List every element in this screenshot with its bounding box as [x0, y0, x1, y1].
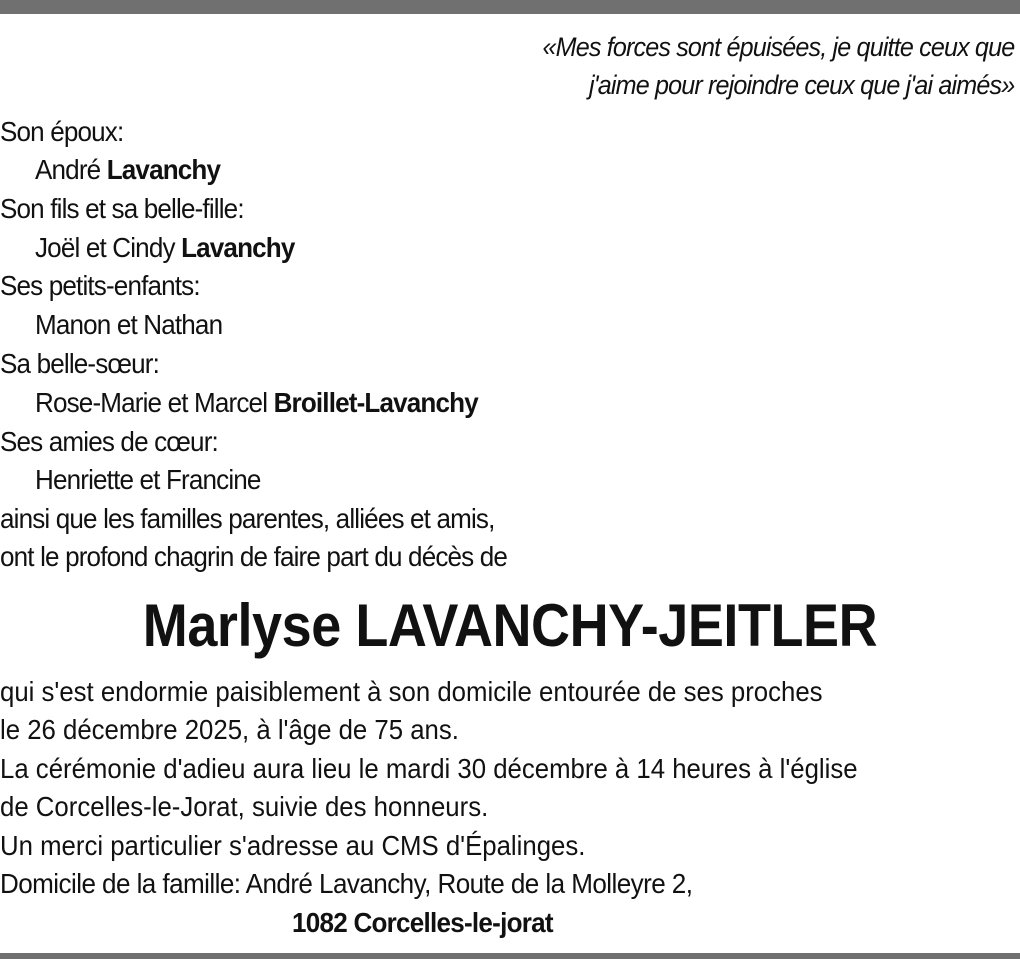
quote-line-1: «Mes forces sont épuisées, je quitte ceux que [542, 32, 1014, 62]
member-first-names: Joël et Cindy [35, 232, 175, 263]
relation-label: Sa belle-sœur: [0, 348, 160, 379]
epigraph-quote [542, 28, 1014, 104]
deceased-name [0, 590, 1020, 662]
detail-line: le 26 décembre 2025, à l'âge de 75 ans. [0, 714, 459, 745]
detail-line: Un merci particulier s'adresse au CMS d'Épalinges. [0, 830, 586, 861]
postal-address: 1082 Corcelles-le-jorat [292, 907, 553, 938]
top-rule [0, 0, 1020, 14]
detail-line: La cérémonie d'adieu aura lieu le mardi 30 décembre à 14 heures à l'église [0, 753, 858, 784]
bottom-rule [0, 953, 1020, 959]
family-member [35, 229, 295, 267]
intro-line-1: ainsi que les familles parentes, alliées et amis, [0, 503, 495, 534]
member-first-names: Henriette et Francine [35, 464, 261, 495]
detail-line: de Corcelles-le-Jorat, suivie des honneurs. [0, 791, 489, 822]
family-member [35, 306, 222, 344]
member-first-names: André [35, 154, 101, 185]
family-domicile-line: Domicile de la famille: André Lavanchy, Route de la Molleyre 2, [0, 868, 693, 899]
relation-label: Son fils et sa belle-fille: [0, 193, 244, 224]
family-member [35, 151, 220, 189]
relation-label: Ses petits-enfants: [0, 270, 200, 301]
quote-line-2: j'aime pour rejoindre ceux que j'ai aimés» [588, 70, 1014, 100]
intro-line-2: ont le profond chagrin de faire part du décès de [0, 541, 508, 572]
family-member [35, 384, 478, 422]
detail-line: qui s'est endormie paisiblement à son domicile entourée de ses proches [0, 676, 823, 707]
member-first-names: Manon et Nathan [35, 309, 223, 340]
deceased-name-text: Marlyse LAVANCHY-JEITLER [142, 592, 878, 659]
member-surname: Lavanchy [106, 154, 221, 185]
member-surname: Lavanchy [181, 232, 295, 263]
member-surname: Broillet-Lavanchy [273, 387, 478, 418]
relation-label: Ses amies de cœur: [0, 426, 218, 457]
member-first-names: Rose-Marie et Marcel [35, 387, 268, 418]
family-member [35, 461, 261, 499]
relation-label: Son époux: [0, 116, 124, 147]
